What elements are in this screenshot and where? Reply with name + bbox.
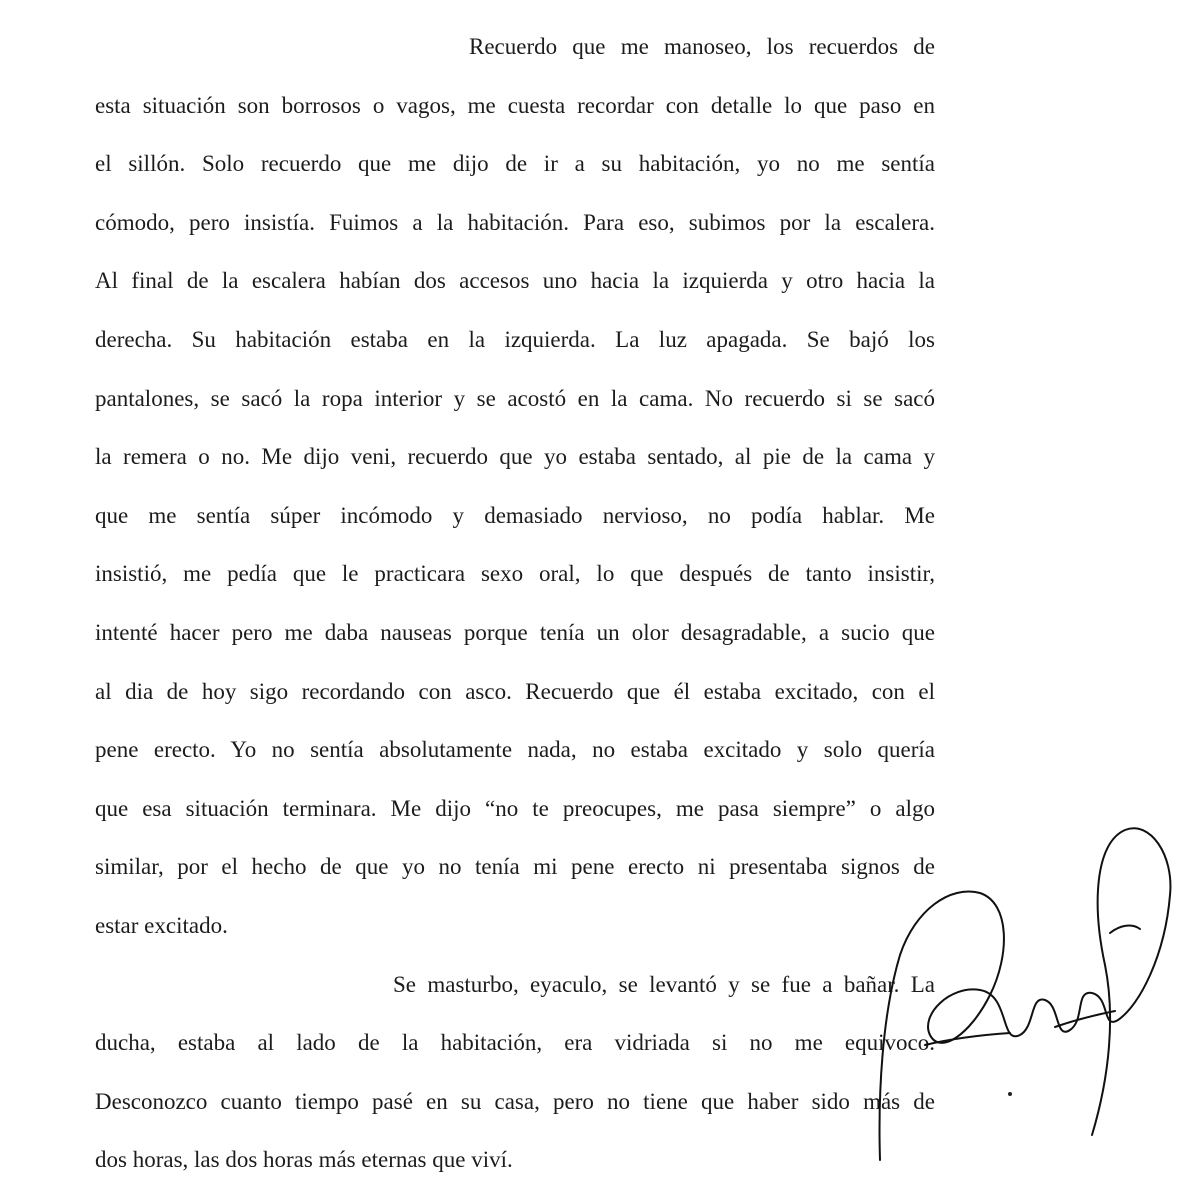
paragraph-line: pene erecto. Yo no sentía absolutamente nada, no estaba excitado y solo quería — [95, 737, 935, 763]
paragraph-line: Recuerdo que me manoseo, los recuerdos de — [469, 34, 935, 59]
paragraph-line: estar excitado. — [95, 912, 228, 938]
paragraph-line: pantalones, se sacó la ropa interior y se acostó en la cama. No recuerdo si se sacó — [95, 385, 935, 411]
paragraph-line: dos horas, las dos horas más eternas que viví. — [95, 1147, 513, 1173]
paragraph-line: el sillón. Solo recuerdo que me dijo de ir a su habitación, yo no me sentía — [95, 151, 935, 177]
paragraph-line: cómodo, pero insistía. Fuimos a la habitación. Para eso, subimos por la escalera. — [95, 209, 935, 235]
ink-dot — [1008, 1092, 1012, 1096]
paragraph-line: insistió, me pedía que le practicara sexo oral, lo que después de tanto insistir, — [95, 561, 935, 587]
paragraph-line: Se masturbo, eyaculo, se levantó y se fue a bañar. La — [393, 971, 935, 997]
paragraph-line: Al final de la escalera habían dos accesos uno hacia la izquierda y otro hacia la — [95, 268, 935, 294]
paragraph-line: ducha, estaba al lado de la habitación, era vidriada si no me equivoco. — [95, 1030, 935, 1056]
paragraph-line: Desconozco cuanto tiempo pasé en su casa, pero no tiene que haber sido más de — [95, 1088, 935, 1114]
paragraph-line: esta situación son borrosos o vagos, me cuesta recordar con detalle lo que paso en — [95, 92, 935, 118]
paragraph-line: al dia de hoy sigo recordando con asco. Recuerdo que él estaba excitado, con el — [95, 678, 935, 704]
paragraph-line: similar, por el hecho de que yo no tenía mi pene erecto ni presentaba signos de — [95, 854, 935, 880]
paragraph-line: intenté hacer pero me daba nauseas porque tenía un olor desagradable, a sucio que — [95, 619, 935, 645]
document-body — [95, 18, 935, 1190]
paragraph-line: la remera o no. Me dijo veni, recuerdo que yo estaba sentado, al pie de la cama y — [95, 444, 935, 470]
paragraph-line: que me sentía súper incómodo y demasiado nervioso, no podía hablar. Me — [95, 502, 935, 528]
paragraph-line: que esa situación terminara. Me dijo “no te preocupes, me pasa siempre” o algo — [95, 795, 935, 821]
paragraph-line: derecha. Su habitación estaba en la izquierda. La luz apagada. Se bajó los — [95, 326, 935, 352]
